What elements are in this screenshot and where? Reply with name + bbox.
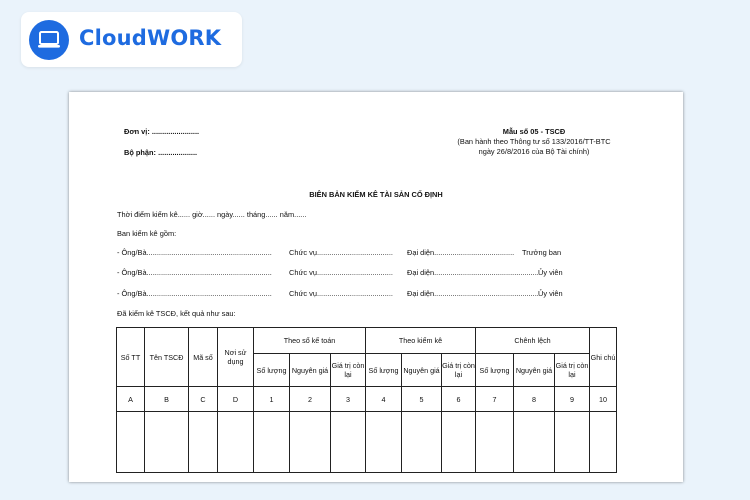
index-cell: D: [218, 387, 254, 412]
subheader-so-luong: Số lượng: [254, 354, 290, 387]
committee-label: Ban kiểm kê gồm:: [117, 229, 177, 238]
header-stt: Số TT: [117, 328, 145, 387]
issued-line-1: (Ban hành theo Thông tư số 133/2016/TT-BTC: [457, 137, 611, 146]
table-row: [117, 412, 617, 473]
index-cell: 3: [331, 387, 366, 412]
member-rep: Đại diện...................................................: [407, 289, 539, 298]
header-ma-so: Mã số: [189, 328, 218, 387]
subheader-nguyen-gia: Nguyên giá: [290, 354, 331, 387]
member-role: Ủy viên: [538, 289, 563, 298]
header-theo-so-ke-toan: Theo sổ kế toán: [254, 328, 366, 354]
asset-inventory-table: [116, 327, 617, 473]
index-cell: 1: [254, 387, 290, 412]
table-cell: [331, 412, 366, 473]
index-cell: 9: [555, 387, 590, 412]
brand-name: CloudWORK: [79, 26, 222, 50]
table-cell: [254, 412, 290, 473]
table-cell: [590, 412, 617, 473]
index-cell: 6: [442, 387, 476, 412]
subheader-gia-tri-con-lai: Giá trị còn lại: [331, 354, 366, 387]
table-index-row: [117, 387, 617, 412]
subheader-nguyen-gia: Nguyên giá: [514, 354, 555, 387]
table-cell: [218, 412, 254, 473]
subheader-nguyen-gia: Nguyên giá: [402, 354, 442, 387]
member-rep: Đại diện.......................................: [407, 248, 515, 257]
subheader-gia-tri-con-lai: Giá trị còn lại: [555, 354, 590, 387]
header-theo-kiem-ke: Theo kiểm kê: [366, 328, 476, 354]
member-position: Chức vụ.....................................: [289, 248, 393, 257]
index-cell: 10: [590, 387, 617, 412]
member-position: Chức vụ.....................................: [289, 289, 393, 298]
don-vi-label: Đơn vị: .......................: [124, 127, 200, 136]
subheader-so-luong: Số lượng: [476, 354, 514, 387]
issued-line-2: ngày 26/8/2016 của Bộ Tài chính): [478, 147, 590, 156]
table-header-row: [117, 328, 617, 354]
table-cell: [290, 412, 331, 473]
header-noi-su-dung: Nơi sử dụng: [218, 328, 254, 387]
member-rep: Đại diện...................................................: [407, 268, 539, 277]
table-cell: [555, 412, 590, 473]
member-name: - Ông/Bà.............................................................: [117, 248, 272, 257]
table-cell: [145, 412, 189, 473]
result-line: Đã kiểm kê TSCĐ, kết quả như sau:: [117, 309, 236, 318]
table-cell: [402, 412, 442, 473]
subheader-gia-tri-con-lai: Giá trị còn lại: [442, 354, 476, 387]
bo-phan-label: Bộ phận: ...................: [124, 148, 198, 157]
table-cell: [189, 412, 218, 473]
index-cell: 8: [514, 387, 555, 412]
index-cell: A: [117, 387, 145, 412]
header-ghi-chu: Ghi chú: [590, 328, 617, 387]
brand-logo-card[interactable]: [21, 12, 242, 67]
subheader-so-luong: Số lượng: [366, 354, 402, 387]
index-cell: C: [189, 387, 218, 412]
header-ten-tscd: Tên TSCĐ: [145, 328, 189, 387]
index-cell: 4: [366, 387, 402, 412]
member-name: - Ông/Bà.............................................................: [117, 268, 272, 277]
index-cell: 2: [290, 387, 331, 412]
header-chenh-lech: Chênh lệch: [476, 328, 590, 354]
index-cell: 7: [476, 387, 514, 412]
table-cell: [117, 412, 145, 473]
document-title: BIÊN BẢN KIỂM KÊ TÀI SẢN CỐ ĐỊNH: [309, 190, 443, 199]
member-position: Chức vụ.....................................: [289, 268, 393, 277]
member-name: - Ông/Bà.............................................................: [117, 289, 272, 298]
document-page: [69, 92, 683, 482]
table-cell: [514, 412, 555, 473]
member-role: Ủy viên: [538, 268, 563, 277]
form-number: Mẫu số 05 - TSCĐ: [502, 127, 566, 136]
table-cell: [442, 412, 476, 473]
member-role: Trưởng ban: [522, 248, 562, 257]
table-cell: [366, 412, 402, 473]
time-line: Thời điểm kiểm kê...... giờ...... ngày...... tháng...... năm......: [117, 210, 307, 219]
index-cell: 5: [402, 387, 442, 412]
index-cell: B: [145, 387, 189, 412]
table-cell: [476, 412, 514, 473]
laptop-icon: [29, 20, 69, 60]
